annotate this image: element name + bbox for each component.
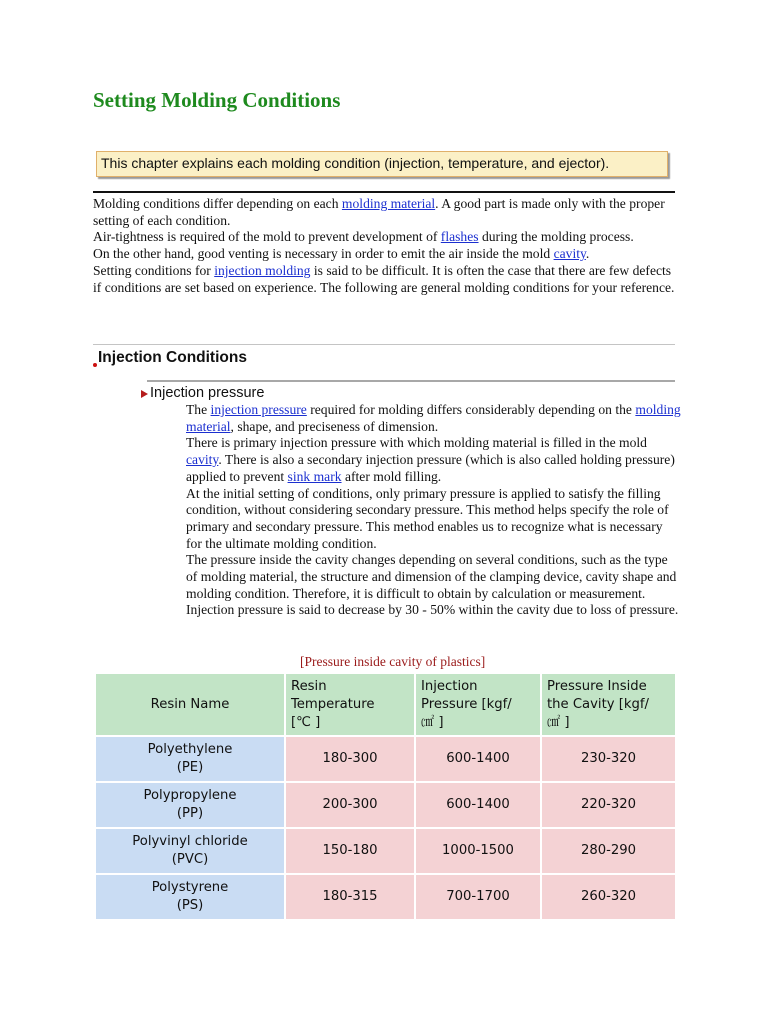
text-run: , shape, and preciseness of dimension. xyxy=(230,418,439,434)
table-row xyxy=(95,828,676,874)
resin-temperature-cell: 200-300 xyxy=(285,782,415,828)
resin-name-cell xyxy=(95,828,285,874)
text-run: required for molding differs considerably depending on the xyxy=(306,402,636,417)
triangle-bullet-icon xyxy=(141,390,148,398)
overview-sentence-1 xyxy=(93,196,678,229)
text-run: On the other hand, good venting is necessary in order to emit the air inside the mold xyxy=(93,246,554,262)
overview-sentence-2 xyxy=(93,229,678,246)
injection-pressure-cell: 700-1700 xyxy=(415,874,541,920)
pressure-paragraph-4: The pressure inside the cavity changes depending on several conditions, such as the type of molding material, the structure and dimension of the clamping device, cavity shape and molding condition. Therefore, it is difficult to obtain by calculation or measurement. xyxy=(186,552,677,601)
header-line: Temperature xyxy=(291,696,375,712)
header-line: the Cavity [kgf/ xyxy=(547,696,649,712)
link-injection-molding[interactable]: injection molding xyxy=(214,262,311,278)
header-line: Pressure Inside xyxy=(547,678,647,694)
header-line: Injection xyxy=(421,678,478,694)
section-header xyxy=(93,349,247,367)
pressure-paragraph-5: Injection pressure is said to decrease by 30 - 50% within the cavity due to loss of pressure. xyxy=(186,602,679,618)
text-run: . A good part is made only with the proper setting of each condition. xyxy=(93,196,665,228)
text-run: is said to be difficult. It is often the case that there are few defects if conditions are set based on experience. The following are general molding conditions for your reference. xyxy=(93,262,675,295)
cavity-pressure-cell: 220-320 xyxy=(541,782,676,828)
overview-paragraph xyxy=(93,196,678,296)
header-line: ㎠ ] xyxy=(421,714,444,730)
text-run: Setting conditions for xyxy=(93,262,215,278)
intro-callout xyxy=(96,151,668,177)
table-row xyxy=(95,874,676,920)
header-line: Pressure [kgf/ xyxy=(421,696,512,712)
resin-abbr: (PVC) xyxy=(171,852,209,867)
resin-temperature-cell: 180-315 xyxy=(285,874,415,920)
injection-pressure-cell: 1000-1500 xyxy=(415,828,541,874)
table-header-row xyxy=(95,673,676,736)
text-run: . xyxy=(585,246,590,262)
cavity-pressure-cell: 260-320 xyxy=(541,874,676,920)
link-flashes[interactable]: flashes xyxy=(440,229,479,245)
resin-abbr: (PP) xyxy=(176,806,204,821)
resin-name: Polystyrene xyxy=(151,880,229,895)
cavity-pressure-cell: 280-290 xyxy=(541,828,676,874)
cavity-pressure-cell: 230-320 xyxy=(541,736,676,782)
text-run: The xyxy=(186,402,211,417)
resin-name: Polyethylene xyxy=(147,742,233,757)
subsection-divider xyxy=(147,380,675,382)
link-molding-material[interactable]: molding material xyxy=(341,196,436,211)
link-cavity-2[interactable]: cavity xyxy=(186,452,219,468)
section-heading: Injection Conditions xyxy=(98,349,247,366)
table-row xyxy=(95,782,676,828)
link-cavity[interactable]: cavity xyxy=(553,246,586,262)
header-text: Resin Name xyxy=(150,697,230,712)
table-caption: [Pressure inside cavity of plastics] xyxy=(300,654,486,669)
subsection-heading: Injection pressure xyxy=(150,385,265,401)
link-sink-mark[interactable]: sink mark xyxy=(287,468,342,484)
resin-temperature-cell: 150-180 xyxy=(285,828,415,874)
table-row xyxy=(95,736,676,782)
header-resin-temperature xyxy=(285,673,415,736)
overview-sentence-3 xyxy=(93,246,678,263)
resin-name-cell xyxy=(95,736,285,782)
section-bullet-icon xyxy=(93,363,97,367)
resin-temperature-cell: 180-300 xyxy=(285,736,415,782)
resin-abbr: (PS) xyxy=(176,898,204,913)
pressure-paragraph-3: At the initial setting of conditions, only primary pressure is applied to satisfy the filling condition, without considering secondary pressure. This method helps specify the role of primary and secondary pressure. This method enables us to recognize what is necessary for the ultimate molding condition. xyxy=(186,485,669,551)
section-divider xyxy=(93,344,675,345)
header-injection-pressure xyxy=(415,673,541,736)
resin-name-cell xyxy=(95,874,285,920)
header-line: [℃ ] xyxy=(291,714,321,730)
text-run: Molding conditions differ depending on each xyxy=(93,196,342,211)
intro-text: This chapter explains each molding condition (injection, temperature, and ejector). xyxy=(101,155,610,171)
header-cavity-pressure xyxy=(541,673,676,736)
overview-sentence-4 xyxy=(93,263,678,296)
subsection-header xyxy=(141,385,264,401)
link-molding-material-2[interactable]: molding material xyxy=(186,402,681,434)
pressure-table xyxy=(94,672,677,921)
resin-abbr: (PE) xyxy=(176,760,204,775)
injection-pressure-cell: 600-1400 xyxy=(415,782,541,828)
link-injection-pressure[interactable]: injection pressure xyxy=(210,402,307,417)
injection-pressure-cell: 600-1400 xyxy=(415,736,541,782)
text-run: . There is also a secondary injection pressure (which is also called holding pressure) applied to prevent xyxy=(186,452,675,484)
text-run: after mold filling. xyxy=(341,468,442,484)
text-run: Air-tightness is required of the mold to prevent development of xyxy=(93,229,441,245)
text-run: There is primary injection pressure with which molding material is filled in the mold xyxy=(186,435,647,451)
header-resin-name xyxy=(95,673,285,736)
text-run: during the molding process. xyxy=(478,229,634,245)
injection-pressure-text xyxy=(186,402,681,619)
header-line: ㎠ ] xyxy=(547,714,570,730)
resin-name-cell xyxy=(95,782,285,828)
pressure-paragraph-2 xyxy=(186,435,681,485)
pressure-paragraph-1 xyxy=(186,402,681,435)
header-line: Resin xyxy=(291,678,327,694)
resin-name: Polypropylene xyxy=(143,788,237,803)
page-title: Setting Molding Conditions xyxy=(93,88,341,112)
resin-name: Polyvinyl chloride xyxy=(132,834,248,849)
top-divider xyxy=(93,191,675,193)
